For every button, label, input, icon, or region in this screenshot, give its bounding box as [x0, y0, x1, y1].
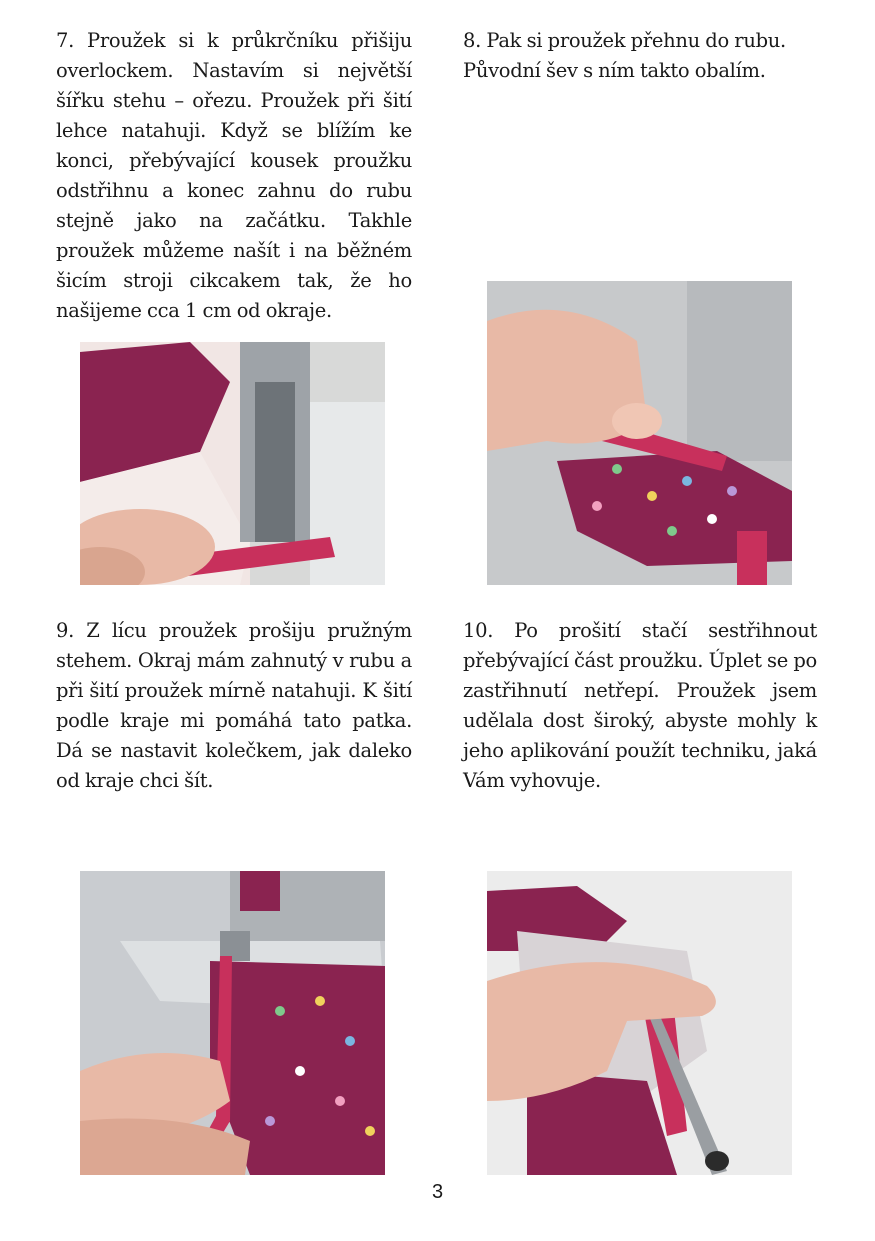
photo-overlock-sewing	[80, 342, 385, 585]
step-8-text: 8. Pak si proužek přehnu do rubu. Původní šev s ním takto obalím.	[463, 29, 786, 82]
page-number: 3	[431, 1181, 444, 1203]
photo-sewing-machine-foot	[80, 871, 385, 1175]
step-9-text: 9. Z lícu proužek prošiju pružným stehem. Okraj mám zahnutý v rubu a při šití proužek mírně natahuji. K šití podle kraje mi pomáhá tato patka. Dá se nastavit kolečkem, jak daleko od kraje chci šít.	[56, 619, 412, 792]
photo-trimming-strip	[487, 871, 792, 1175]
photo-folded-strip	[487, 281, 792, 585]
step-7-text: 7. Proužek si k průkrčníku přišiju overlockem. Nastavím si největší šířku stehu – ořezu. Proužek při šití lehce natahuji. Když se blížím ke konci, přebývající kousek proužku odstřihnu a konec zahnu do rubu stejně jako na začátku. Takhle proužek můžeme našít i na běžném šicím stroji cikcakem tak, že ho našijeme cca 1 cm od okraje.	[56, 29, 412, 322]
step-10-text: 10. Po prošití stačí sestřihnout přebývající část proužku. Úplet se po zastřihnutí netřepí. Proužek jsem udělala dost široký, abyste mohly k jeho aplikování použít techniku, jaká Vám vyhovuje.	[463, 619, 817, 792]
